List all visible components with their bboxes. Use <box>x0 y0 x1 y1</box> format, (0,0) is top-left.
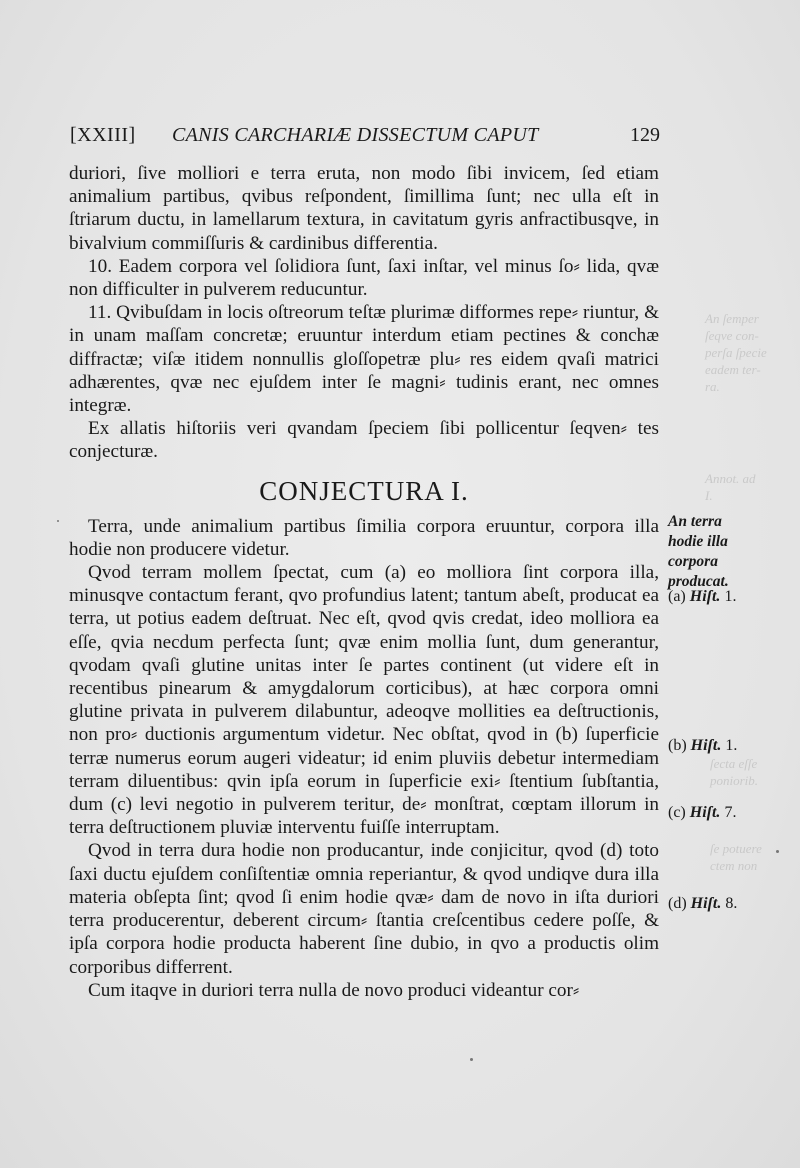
margin-ref-d: (d) Hiſt. 8. <box>668 895 738 912</box>
paragraph: 10. Eadem corpora vel ſolidiora ſunt, ſaxi inſtar, vel minus ſo⸗ lida, qvæ non difficulter in pulverem reducuntur. <box>69 255 659 301</box>
show-through-text: ſe potuere ctem non <box>710 841 762 873</box>
margin-ref-a: (a) Hiſt. 1. <box>668 588 737 605</box>
show-through-text: An ſemper ſeqve con- perſa ſpecie eadem ter- ra. <box>705 311 767 394</box>
margin-ref-b: (b) Hiſt. 1. <box>668 737 738 754</box>
sidenote-line: corpora <box>668 553 718 570</box>
paragraph: 11. Qvibuſdam in locis oſtreorum teſtæ plurimæ difformes repe⸗ riuntur, & in unam maſſam concretæ; eruuntur interdum etiam pectines & conchæ diffractæ; viſæ itidem nonnullis gloſſopetræ plu⸗ res eidem qvaſi matrici adhærentes, qvæ nec ejuſdem inter ſe magni⸗ tudinis erant, nec omnes integræ. <box>69 302 659 417</box>
sidenote-line: producat. <box>668 573 729 590</box>
paragraph: Cum itaqve in duriori terra nulla de novo produci videantur cor⸗ <box>88 979 580 1001</box>
running-title: CANIS CARCHARIÆ DISSECTUM CAPUT <box>172 124 539 146</box>
section-number: [XXIII] <box>70 124 136 146</box>
paragraph: Qvod terram mollem ſpectat, cum (a) eo molliora ſint corpora illa, minusqve contactum ferant, qvo profundius latent; tantum abeſt, producat ea terra, ut potius eadem deſtruat. Nec eſt, qvod qvis credat, ideo molliora ea eſſe, qvia necdum perfecta ſunt; qvæ enim mollia ſunt, dum generantur, qvodam qvaſi glutine unitas inter ſe partes continent (ut videre eſt in recentibus pinearum & amygdalorum corticibus), at hæc corpora omni glutine privata in pulverem dilabuntur, adeoqve mollities ea deſtructionis, non pro⸗ ductionis argumentum videtur. Nec obſtat, qvod in (b) ſuperficie terræ numerus eorum augeri videatur; id enim pluviis debetur intermediam terram diluentibus: qvin ipſa eorum in ſuperficie exi⸗ ſtentium ſubſtantia, dum (c) levi negotio in pulverem teritur, de⸗ monſtrat, cœptam illorum in terra deſtructionem pluviæ interventu fuiſſe interruptam. <box>69 562 659 839</box>
show-through-text: Annot. ad I. <box>705 471 756 503</box>
sidenote-line: hodie illa <box>668 533 728 550</box>
paragraph: Ex allatis hiſtoriis veri qvandam ſpeciem ſibi pollicentur ſeqven⸗ tes conjecturæ. <box>69 418 659 463</box>
speck <box>470 1058 473 1061</box>
paragraph: Qvod in terra dura hodie non producantur, inde conjicitur, qvod (d) toto ſaxi ductu ejuſdem conſiſtentiæ omnia reperiantur, & qvod undiqve dura illa materia obſepta ſint; qvod ſi enim hodie qvæ⸗ dam de novo in iſta duriori terra producerentur, deberent circum⸗ ſtantia creſcentibus cedere poſſe, & ipſa corpora hodie producta haberent ſine dubio, in qvo a productis olim corporibus differrent. <box>69 840 659 978</box>
sidenote-line: An terra <box>668 513 722 530</box>
speck <box>776 850 779 853</box>
margin-sidenote <box>668 512 729 592</box>
margin-ref-c: (c) Hiſt. 7. <box>668 804 737 821</box>
page-number: 129 <box>630 124 660 146</box>
section-heading: CONJECTURA I. <box>259 475 469 506</box>
paragraph: duriori, ſive molliori e terra eruta, non modo ſibi invicem, ſed etiam animalium partibus, qvibus reſpondent, ſimillima ſunt; nec ulla eſt in ſtriarum ductu, in lamellarum textura, in cavitatum gyris anfractibusqve, in bivalvium commiſſuris & cardinibus differentia. <box>69 163 659 254</box>
running-head <box>70 124 660 150</box>
paragraph: Terra, unde animalium partibus ſimilia corpora eruuntur, corpora illa hodie non producere videtur. <box>69 515 659 560</box>
show-through-text: ſecta eſſe poniorib. <box>710 756 759 788</box>
main-text <box>69 162 659 1002</box>
speck <box>57 520 59 522</box>
